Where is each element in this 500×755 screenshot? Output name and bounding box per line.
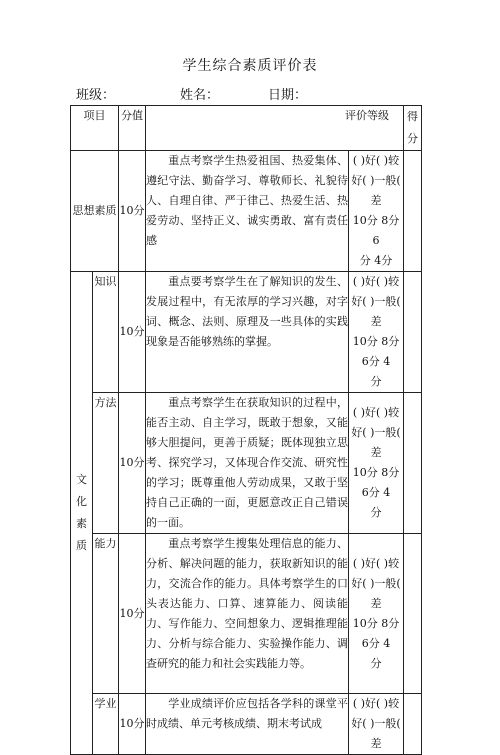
sub-item-academic: 学业 [93,694,119,755]
row-points: 10分 [119,151,146,272]
row-description: 重点考察学生热爱祖国、热爱集体、遵纪守法、勤奋学习、尊敬师长、礼貌待人、自理自律、严于律己、热爱生活、热爱劳动、坚持正义、诚实勇敢、富有责任感 [146,151,349,272]
header-score: 得 分 [404,106,422,151]
score-cell[interactable] [404,393,422,534]
name-label: 姓名： [180,88,220,103]
row-points: 10分 [119,393,146,534]
rating-options: ( )好( )较好( )一般( 差 10分 8分 6 分 4分 [349,151,404,272]
rating-options: ( )好( )较好( )一般( 差 [349,694,404,755]
row-description: 重点考察学生搜集处理信息的能力、分析、解决问题的能力，获取新知识的能力，交流合作的能力。具体考察学生的口头表达能力、口算、速算能力、阅读能力、写作能力、空间想象力、逻辑推理能力、分析与综合能力、实验操作能力、调查研究的能力和社会实践能力等。 [146,534,349,694]
row-points: 10分 [119,534,146,694]
row-description: 重点考察学生在获取知识的过程中，能否主动、自主学习，既敢于想象，又能够大胆提问，更善于质疑；既体现独立思考、探究学习，又体现合作交流、研究性的学习；既尊重他人劳动成果，又敢于坚持自己正确的一面，更愿意改正自己错误的一面。 [146,393,349,534]
row-description: 学业成绩评价应包括各学科的课堂平时成绩、单元考核成绩、期末考试成 [146,694,349,755]
header-item: 项目 [71,106,119,151]
score-cell[interactable] [404,272,422,393]
table-row [71,151,422,272]
row-points: 10分 [119,694,146,755]
score-cell[interactable] [404,534,422,694]
sub-item-knowledge: 知识 [93,272,119,393]
table-row [71,393,422,534]
culture-label: 文 化 素 质 [71,272,93,755]
evaluation-table [70,105,422,755]
sub-item-ability: 能力 [93,534,119,694]
date-label: 日期： [268,88,308,103]
page-title: 学生综合素质评价表 [182,58,318,74]
header-row [71,106,422,151]
table-row [71,272,422,393]
row-description: 重点要考察学生在了解知识的发生、发展过程中，有无浓厚的学习兴趣，对字词、概念、法则、原理及一些具体的实践现象是否能够熟练的掌握。 [146,272,349,393]
row-points: 10分 [119,272,146,393]
table-row [71,694,422,755]
rating-options: ( )好( )较好( )一般( 差 10分 8分 6分 4 分 [349,272,404,393]
header-points: 分值 [119,106,146,151]
class-label: 班级： [76,88,116,103]
rating-options: ( )好( )较好( )一般( 差 10分 8分 6分 4 分 [349,393,404,534]
table-row [71,534,422,694]
score-cell[interactable] [404,694,422,755]
row-item: 思想素质 [71,151,119,272]
header-grade: 评价等级 [146,106,404,151]
sub-item-method: 方法 [93,393,119,534]
rating-options: ( )好( )较好( )一般( 差 10分 8分 6分 4 分 [349,534,404,694]
score-cell[interactable] [404,151,422,272]
